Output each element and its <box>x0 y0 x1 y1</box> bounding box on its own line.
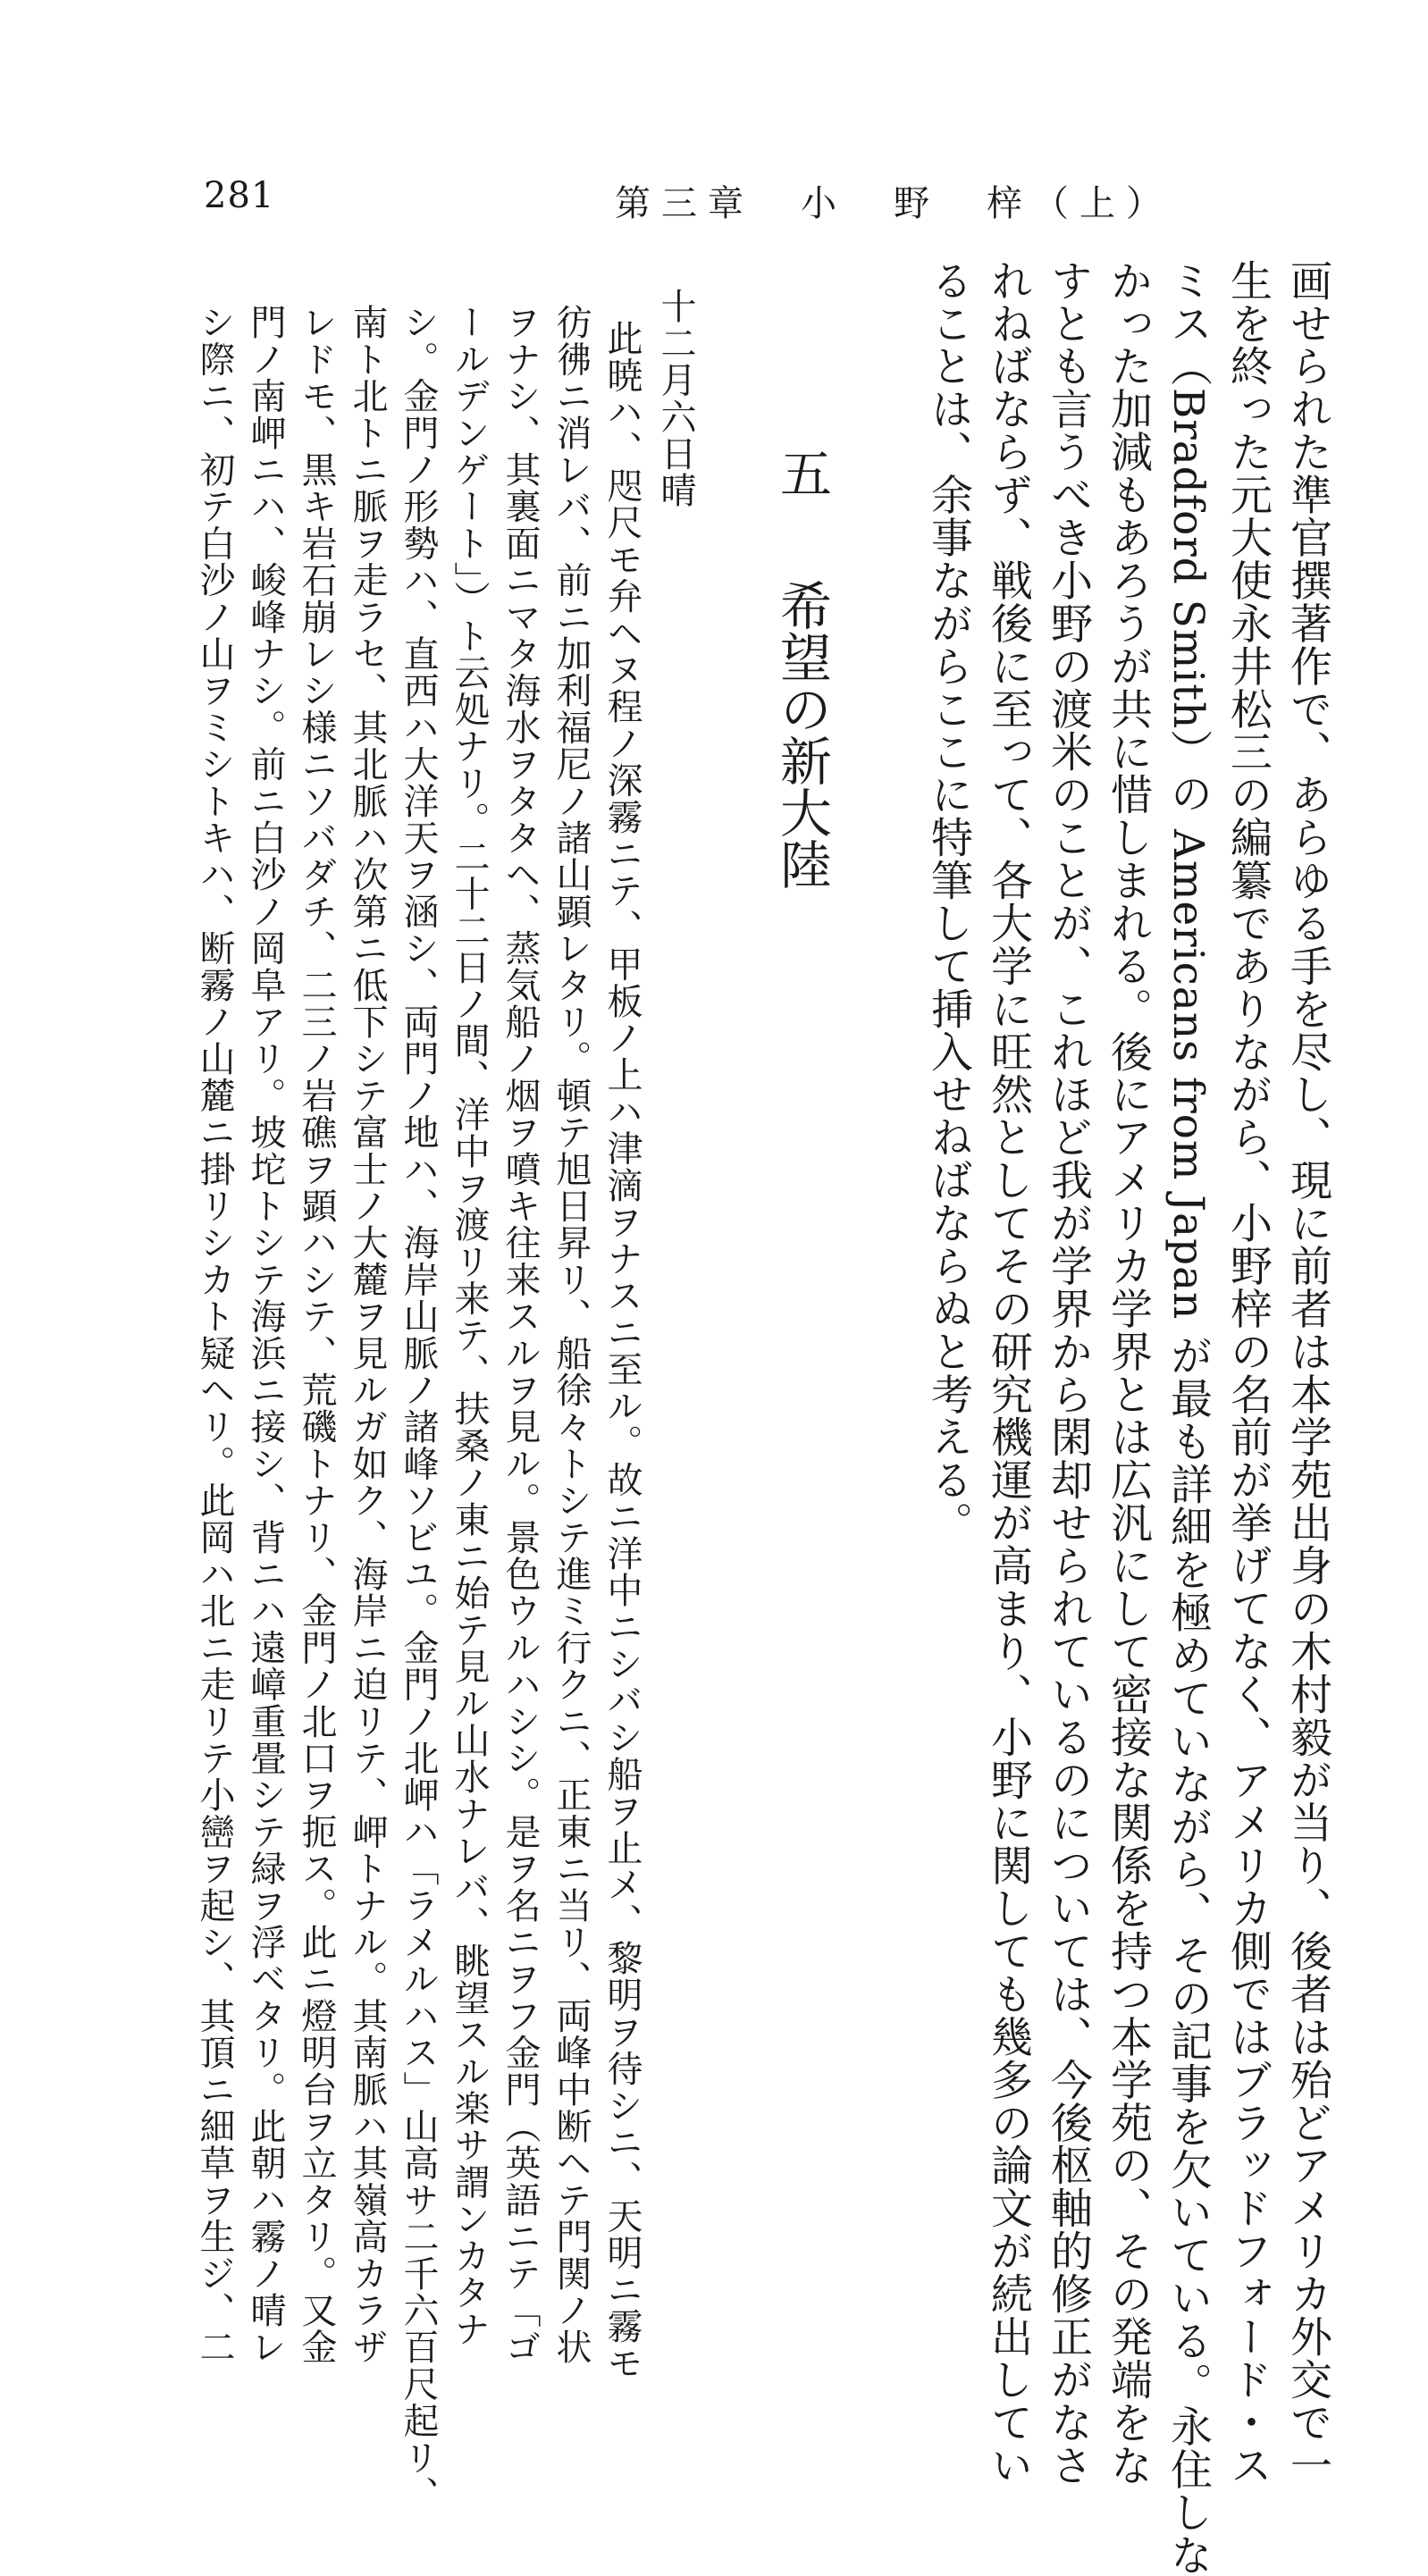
body-column: れねばならず、戦後に至って、各大学に旺然としてその研究機運が高まり、小野に関しても幾多の論文が続出してい <box>984 259 1033 2487</box>
body-column: 生を終った元大使永井松三の編纂でありながら、小野梓の名前が挙げてなく、アメリカ側ではブラッドフォード・ス <box>1223 259 1273 2487</box>
page-number: 281 <box>204 175 275 216</box>
diary-line: ヲナシ、其裏面ニマタ海水ヲタタヘ、蒸気船ノ烟ヲ噴キ往来スルヲ見ル。景色ウルハシシ。是ヲ名ニヲフ金門（英語ニテ「ゴ <box>500 304 541 2366</box>
diary-line: シ。金門ノ形勢ハ、直西ハ大洋天ヲ涵シ、両門ノ地ハ、海岸山脈ノ諸峰ソビユ。金門ノ北岬ハ「ラメルハス」山高サ二千六百尺起リ、 <box>398 304 439 2513</box>
body-column: ミス（Bradford Smith）の Americans from Japan が最も詳細を極めていながら、その記事を欠いている。永住しな <box>1163 259 1213 2576</box>
body-column: 画せられた準官撰著作で、あらゆる手を尽し、現に前者は本学苑出身の木村毅が当り、後者は殆どアメリカ外交で一 <box>1283 259 1332 2487</box>
running-head: 第三章 小 野 梓（上） <box>615 183 1172 224</box>
diary-line: 南ト北トニ脈ヲ走ラセ、其北脈ハ次第ニ低下シテ富士ノ大麓ヲ見ルガ如ク、海岸ニ迫リテ、岬トナル。其南脈ハ其嶺高カラザ <box>347 304 388 2366</box>
diary-line: 彷彿ニ消レバ、前ニ加利福尼ノ諸山顕レタリ。頓テ旭日昇リ、船徐々トシテ進ミ行クニ、正東ニ当リ、両峰中断ヘテ門関ノ状 <box>550 304 592 2366</box>
diary-line: レドモ、黒キ岩石崩レシ様ニソバダチ、二三ノ岩礁ヲ顕ハシテ、荒磯トナリ、金門ノ北口ヲ扼ス。此ニ燈明台ヲ立タリ。又金 <box>296 304 337 2366</box>
body-column: かった加減もあろうが共に惜しまれる。後にアメリカ学界とは広汎にして密接な関係を持つ本学苑の、その発端をな <box>1104 259 1153 2487</box>
diary-line: シ際ニ、初テ白沙ノ山ヲミシトキハ、断霧ノ山麓ニ掛リシカト疑ヘリ。此岡ハ北ニ走リテ小巒ヲ起シ、其頂ニ細草ヲ生ジ、二 <box>194 304 235 2366</box>
section-title: 希望の新大陸 <box>771 579 832 890</box>
diary-line: 門ノ南岬ニハ、峻峰ナシ。前ニ白沙ノ岡阜アリ。坡坨トシテ海浜ニ接シ、背ニハ遠嶂重畳シテ緑ヲ浮ベタリ。此朝ハ霧ノ晴レ <box>245 304 286 2366</box>
body-column: すとも言うべき小野の渡米のことが、これほど我が学界から閑却せられているのについては、今後枢軸的修正がなさ <box>1044 259 1093 2487</box>
section-number: 五 <box>771 447 832 499</box>
diary-date: 十二月六日晴 <box>655 288 696 509</box>
diary-line: 此暁ハ、咫尺モ弁ヘヌ程ノ深霧ニテ、甲板ノ上ハ津滴ヲナスニ至ル。故ニ洋中ニシバシ船ヲ止メ、黎明ヲ待シニ、天明ニ霧モ <box>601 320 643 2382</box>
diary-line: ールデンゲート」）ト云処ナリ。二十二日ノ間、洋中ヲ渡リ来テ、扶桑ノ東ニ始テ見ル山水ナレバ、眺望スル楽サ謂ンカタナ <box>449 304 490 2348</box>
body-column: ることは、余事ながらここに特筆して挿入せねばならぬと考える。 <box>924 259 973 1545</box>
section-heading <box>771 447 832 890</box>
